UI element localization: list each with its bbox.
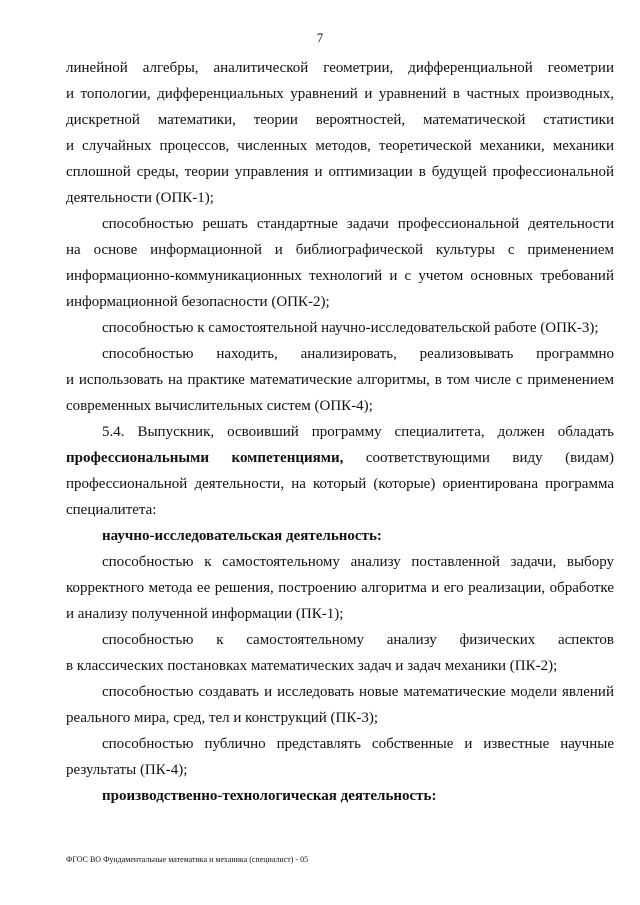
text-line: современных вычислительных систем (ОПК-4); — [66, 398, 373, 414]
text-line: 5.4. Выпускник, освоивший программу специалитета, должен обладать — [102, 424, 614, 440]
text-line: и анализу полученной информации (ПК-1); — [66, 606, 344, 622]
page-number: 7 — [316, 30, 324, 45]
text-line: корректного метода ее решения, построению алгоритма и его реализации, обработке — [66, 580, 614, 596]
text-line: производственно-технологическая деятельность: — [102, 788, 437, 804]
text-line: способностью создавать и исследовать новые математические модели явлений — [102, 684, 614, 700]
text-line: линейной алгебры, аналитической геометрии, дифференциальной геометрии — [66, 60, 614, 76]
text-line: в классических постановках математических задач и задач механики (ПК-2); — [66, 658, 558, 674]
text-line: дискретной математики, теории вероятностей, математической статистики — [66, 112, 614, 128]
text-line: профессиональной деятельности, на который (которые) ориентирована программа — [66, 476, 614, 492]
text-line: специалитета: — [66, 502, 157, 518]
text-line: научно-исследовательская деятельность: — [102, 528, 382, 544]
text-line: профессиональными компетенциями, соответствующими виду (видам) — [66, 450, 614, 466]
text-line: деятельности (ОПК-1); — [66, 190, 214, 206]
document-body — [66, 55, 614, 809]
text-line: и случайных процессов, численных методов, теоретической механики, механики — [66, 138, 614, 154]
text-line: реального мира, сред, тел и конструкций (ПК-3); — [66, 710, 379, 726]
text-line: способностью к самостоятельному анализу физических аспектов — [102, 632, 614, 648]
text-line: способностью находить, анализировать, реализовывать программно — [102, 346, 614, 362]
bold-term: профессиональными компетенциями, — [66, 450, 344, 466]
text-line: способностью к самостоятельной научно-исследовательской работе (ОПК-3); — [102, 320, 599, 336]
text-line: способностью решать стандартные задачи профессиональной деятельности — [102, 216, 614, 232]
text-line: способностью публично представлять собственные и известные научные — [102, 736, 614, 752]
page-footer: ФГОС ВО Фундаментальные математика и механика (специалист) - 05 — [66, 855, 309, 864]
text-line: на основе информационной и библиографической культуры с применением — [66, 242, 614, 258]
text-line: результаты (ПК-4); — [66, 762, 188, 778]
text-line: сплошной среды, теории управления и оптимизации в будущей профессиональной — [66, 164, 614, 180]
text-line: и топологии, дифференциальных уравнений и уравнений в частных производных, — [66, 86, 614, 102]
text-line: информационной безопасности (ОПК-2); — [66, 294, 330, 310]
text-line: и использовать на практике математические алгоритмы, в том числе с применением — [66, 372, 614, 388]
text-line: информационно-коммуникационных технологий и с учетом основных требований — [66, 268, 614, 284]
text-line: способностью к самостоятельному анализу поставленной задачи, выбору — [102, 554, 614, 570]
